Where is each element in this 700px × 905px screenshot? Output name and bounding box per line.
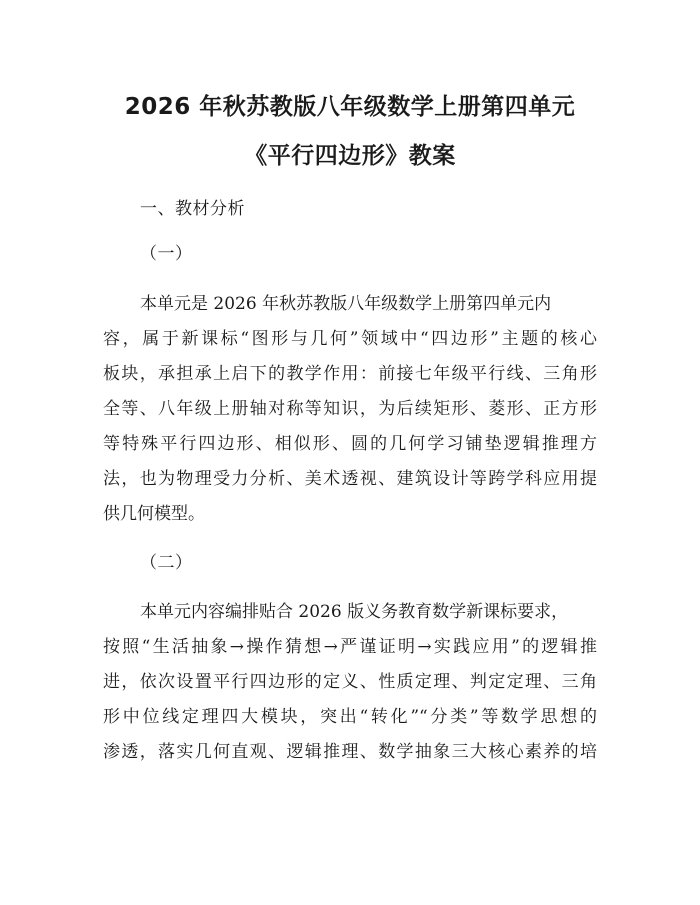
paragraph-line: 法，也为物理受力分析、美术透视、建筑设计等跨学科应用提	[103, 469, 597, 489]
paragraph-line: 全等、八年级上册轴对称等知识，为后续矩形、菱形、正方形	[103, 399, 597, 419]
paragraph-line: 供几何模型。	[103, 504, 205, 524]
section-heading: 一、教材分析	[140, 199, 245, 219]
subsection-heading-2: （二）	[140, 553, 193, 573]
paragraph-line: 渗透，落实几何直观、逻辑推理、数学抽象三大核心素养的培	[103, 742, 597, 762]
paragraph-line: 本单元内容编排贴合 2026 版义务教育数学新课标要求，	[140, 602, 569, 622]
paragraph-line: 容，属于新课标“图形与几何”领域中“四边形”主题的核心	[103, 329, 597, 349]
paragraph-line: 按照“生活抽象→操作猜想→严谨证明→实践应用”的逻辑推	[103, 637, 597, 657]
paragraph-line: 等特殊平行四边形、相似形、圆的几何学习铺垫逻辑推理方	[103, 434, 597, 454]
paragraph-line: 进，依次设置平行四边形的定义、性质定理、判定定理、三角	[103, 672, 597, 692]
document-title-line-1: 2026 年秋苏教版八年级数学上册第四单元	[124, 94, 576, 120]
paragraph-line: 本单元是 2026 年秋苏教版八年级数学上册第四单元内	[140, 294, 552, 314]
paragraph-line: 形中位线定理四大模块，突出“转化”“分类”等数学思想的	[103, 707, 597, 727]
paragraph-line: 板块，承担承上启下的教学作用：前接七年级平行线、三角形	[103, 364, 597, 384]
document-title-line-2: 《平行四边形》教案	[244, 143, 456, 169]
subsection-heading-1: （一）	[140, 244, 193, 264]
